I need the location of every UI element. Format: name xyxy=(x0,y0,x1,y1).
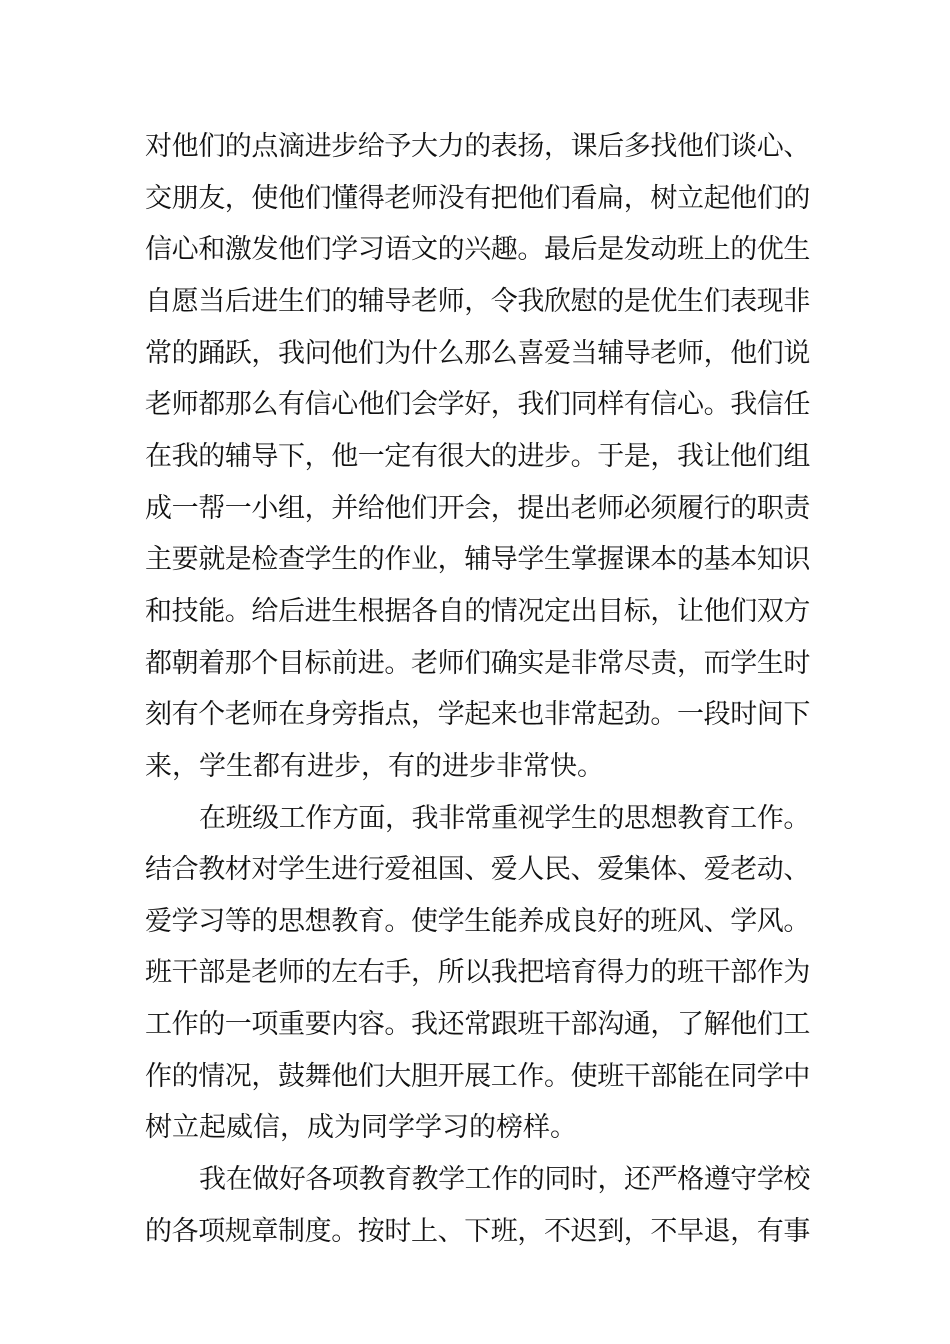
text-line: 在我的辅导下，他一定有很大的进步。于是，我让他们组 xyxy=(145,441,810,472)
paragraph-first-line: 我在做好各项教育教学工作的同时，还严格遵守学校 xyxy=(199,1164,810,1195)
text-line: 和技能。给后进生根据各自的情况定出目标，让他们双方 xyxy=(145,596,810,627)
text-line: 的各项规章制度。按时上、下班，不迟到，不早退，有事 xyxy=(145,1216,810,1247)
text-line: 来，学生都有进步，有的进步非常快。 xyxy=(145,751,604,782)
text-line: 都朝着那个目标前进。老师们确实是非常尽责，而学生时 xyxy=(145,648,810,679)
text-line: 信心和激发他们学习语文的兴趣。最后是发动班上的优生 xyxy=(145,234,810,265)
text-line: 刻有个老师在身旁指点，学起来也非常起劲。一段时间下 xyxy=(145,699,810,730)
text-line: 交朋友，使他们懂得老师没有把他们看扁，树立起他们的 xyxy=(145,183,810,214)
text-line: 成一帮一小组，并给他们开会，提出老师必须履行的职责 xyxy=(145,493,810,524)
text-line: 常的踊跃，我问他们为什么那么喜爱当辅导老师，他们说 xyxy=(145,338,810,369)
text-line: 主要就是检查学生的作业，辅导学生掌握课本的基本知识 xyxy=(145,544,810,575)
text-line: 作的情况，鼓舞他们大胆开展工作。使班干部能在同学中 xyxy=(145,1061,810,1092)
text-line: 对他们的点滴进步给予大力的表扬，课后多找他们谈心、 xyxy=(145,131,810,162)
text-line: 班干部是老师的左右手，所以我把培育得力的班干部作为 xyxy=(145,957,810,988)
text-line: 自愿当后进生们的辅导老师，令我欣慰的是优生们表现非 xyxy=(145,286,810,317)
text-line: 爱学习等的思想教育。使学生能养成良好的班风、学风。 xyxy=(145,906,810,937)
text-line: 工作的一项重要内容。我还常跟班干部沟通，了解他们工 xyxy=(145,1009,810,1040)
text-line: 树立起威信，成为同学学习的榜样。 xyxy=(145,1112,577,1143)
paragraph-first-line: 在班级工作方面，我非常重视学生的思想教育工作。 xyxy=(199,803,810,834)
text-line: 老师都那么有信心他们会学好，我们同样有信心。我信任 xyxy=(145,389,810,420)
text-line: 结合教材对学生进行爱祖国、爱人民、爱集体、爱老动、 xyxy=(145,854,810,885)
